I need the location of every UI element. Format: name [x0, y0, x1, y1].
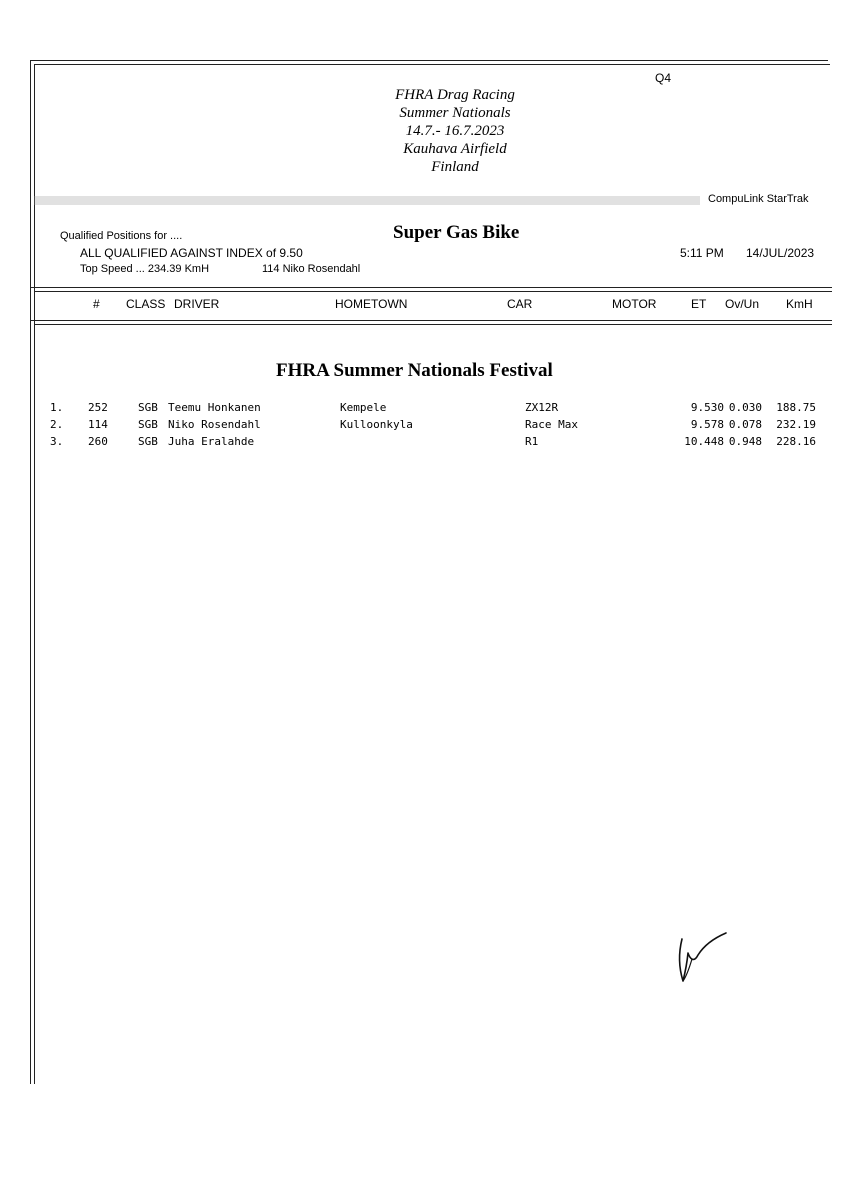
row-et: 9.578 — [690, 418, 724, 431]
row-number: 260 — [88, 435, 108, 448]
row-kmh: 228.16 — [776, 435, 816, 448]
row-hometown: Kulloonkyla — [340, 418, 413, 431]
top-speed-holder: 114 Niko Rosendahl — [262, 263, 361, 275]
column-header-car: CAR — [507, 297, 533, 311]
row-position: 2. — [50, 418, 64, 431]
row-number: 252 — [88, 401, 108, 414]
row-kmh: 188.75 — [776, 401, 816, 414]
event-venue: Kauhava Airfield — [403, 141, 507, 157]
column-header-num: # — [93, 297, 100, 311]
header-rule-top-outer — [30, 287, 832, 288]
top-speed-line: Top Speed ... 234.39 KmH — [80, 263, 210, 275]
event-dates: 14.7.- 16.7.2023 — [405, 123, 505, 139]
column-header-class: CLASS — [126, 297, 166, 311]
section-title: FHRA Summer Nationals Festival — [276, 360, 553, 381]
event-series: Summer Nationals — [399, 105, 511, 121]
column-header-ovun: Ov/Un — [725, 297, 760, 311]
row-kmh: 232.19 — [776, 418, 816, 431]
handwritten-signature — [670, 925, 740, 995]
row-position: 1. — [50, 401, 64, 414]
system-name: CompuLink StarTrak — [708, 193, 809, 205]
column-header-driver: DRIVER — [174, 297, 220, 311]
frame-top-inner — [34, 64, 830, 65]
column-header-kmh: KmH — [786, 297, 813, 311]
row-car: R1 — [525, 435, 539, 448]
dotted-separator — [34, 196, 700, 205]
column-header-hometown: HOMETOWN — [335, 297, 408, 311]
row-position: 3. — [50, 435, 64, 448]
row-number: 114 — [88, 418, 108, 431]
frame-top-outer — [30, 60, 828, 61]
row-ovun: 0.948 — [728, 435, 762, 448]
sheet-code: Q4 — [655, 71, 672, 85]
qualified-positions-label: Qualified Positions for .... — [60, 230, 183, 242]
header-rule-bottom-outer — [30, 320, 832, 321]
table-row — [0, 399, 848, 416]
row-car: Race Max — [525, 418, 578, 431]
column-header-et: ET — [691, 297, 707, 311]
event-name: FHRA Drag Racing — [395, 87, 515, 103]
row-et: 9.530 — [690, 401, 724, 414]
index-line: ALL QUALIFIED AGAINST INDEX of 9.50 — [80, 246, 303, 260]
row-driver: Juha Eralahde — [168, 435, 255, 448]
row-class: SGB — [138, 401, 158, 414]
row-car: ZX12R — [525, 401, 559, 414]
row-ovun: 0.078 — [728, 418, 762, 431]
column-header-motor: MOTOR — [612, 297, 657, 311]
header-rule-top-inner — [34, 291, 832, 292]
table-row — [0, 433, 848, 450]
report-time: 5:11 PM — [680, 246, 724, 260]
row-et: 10.448 — [684, 435, 724, 448]
event-country: Finland — [431, 159, 479, 175]
row-class: SGB — [138, 418, 158, 431]
report-date: 14/JUL/2023 — [746, 246, 815, 260]
row-class: SGB — [138, 435, 158, 448]
row-hometown: Kempele — [340, 401, 387, 414]
row-ovun: 0.030 — [728, 401, 762, 414]
frame-left-inner — [34, 64, 35, 1084]
row-driver: Teemu Honkanen — [168, 401, 261, 414]
table-row — [0, 416, 848, 433]
row-driver: Niko Rosendahl — [168, 418, 261, 431]
header-rule-bottom-inner — [34, 324, 832, 325]
frame-left-outer — [30, 60, 31, 1084]
event-title-block — [340, 86, 570, 176]
class-title: Super Gas Bike — [393, 222, 520, 243]
